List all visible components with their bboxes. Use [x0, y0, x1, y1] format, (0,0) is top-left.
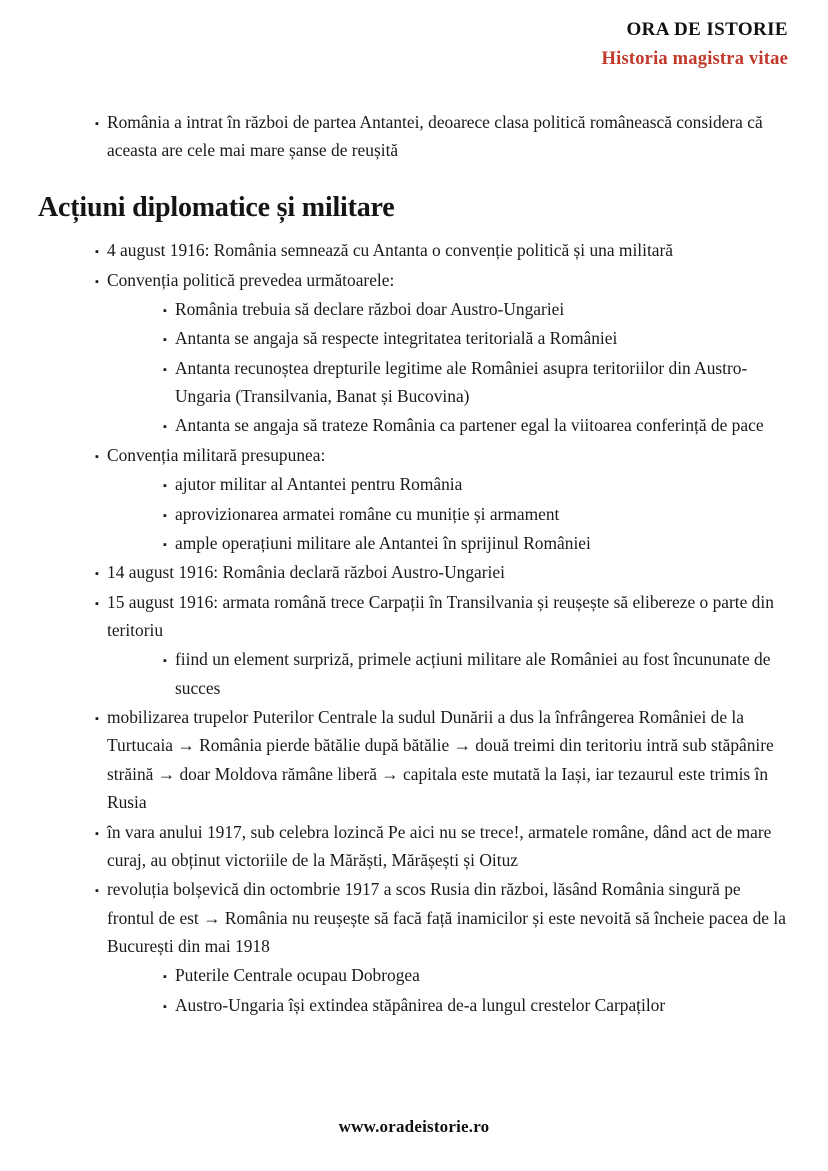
bullet-text: ▪ Convenția militară presupunea:: [107, 444, 326, 465]
bullet-item: [175, 529, 792, 557]
bullet-item: [175, 961, 792, 989]
bullet-text: ▪ revoluția bolșevică din octombrie 1917 a scos Rusia din război, lăsând România singură pe frontul de est → România nu reușește să facă față inamicilor și este nevoită să încheie pacea de la București din mai 1918: [107, 879, 786, 956]
bullet-text: ▪ Antanta se angaja să trateze România ca partener egal la viitoarea conferință de pace: [175, 415, 764, 436]
bullet-text: ▪ Puterile Centrale ocupau Dobrogea: [175, 965, 420, 986]
bullet-item: [107, 108, 792, 165]
bullet-item: [175, 324, 792, 352]
intro-bullet-list: [38, 108, 792, 165]
bullet-text: ▪ ajutor militar al Antantei pentru România: [175, 474, 463, 495]
brand-title: ORA DE ISTORIE: [626, 19, 788, 40]
bullet-text: ▪ ample operațiuni militare ale Antantei în sprijinul României: [175, 532, 591, 553]
bullet-item: [107, 875, 792, 960]
bullet-text: ▪ 15 august 1916: armata română trece Carpații în Transilvania și reușește să elibereze o parte din teritoriu: [107, 591, 774, 640]
bullet-text: ▪ România trebuia să declare război doar Austro-Ungariei: [175, 299, 565, 320]
section-heading: Acțiuni diplomatice și militare: [38, 191, 395, 223]
bullet-text: ▪ Antanta se angaja să respecte integritatea teritorială a României: [175, 328, 618, 349]
bullet-text: ▪ fiind un element surpriză, primele acțiuni militare ale României au fost încununate de succes: [175, 649, 771, 698]
bullet-item: [175, 500, 792, 528]
bullet-item: [175, 991, 792, 1019]
bullet-item: [107, 441, 792, 469]
page-footer: [0, 1117, 828, 1137]
bullet-item: [107, 588, 792, 645]
bullet-item: [175, 645, 792, 702]
bullet-text: ▪ Austro-Ungaria își extindea stăpânirea de-a lungul crestelor Carpaților: [175, 994, 666, 1015]
document-content: [38, 108, 792, 1020]
bullet-item: [107, 558, 792, 586]
bullet-text: ▪ în vara anului 1917, sub celebra lozincă Pe aici nu se trece!, armatele române, dând act de mare curaj, au obținut victoriile de la Mărăști, Mărășești și Oituz: [107, 821, 772, 870]
bullet-text: ▪ aprovizionarea armatei române cu muniție și armament: [175, 503, 560, 524]
brand-motto: Historia magistra vitae: [601, 48, 788, 69]
section-bullet-list: [38, 236, 792, 1019]
bullet-item: [107, 266, 792, 294]
bullet-item: [175, 411, 792, 439]
bullet-item: [175, 354, 792, 411]
bullet-item: [107, 818, 792, 875]
bullet-item: [107, 703, 792, 816]
bullet-text: ▪ Antanta recunoștea drepturile legitime ale României asupra teritoriilor din Austro-Ungaria (Transilvania, Banat și Bucovina): [175, 357, 748, 407]
site-url: www.oradeistorie.ro: [338, 1117, 490, 1136]
bullet-text: ▪ România a intrat în război de partea Antantei, deoarece clasa politică românească considera că aceasta are cele mai mare șanse de reușită: [107, 112, 763, 161]
page-header: [602, 18, 788, 71]
bullet-text: ▪ Convenția politică prevedea următoarele:: [107, 269, 395, 290]
bullet-item: [107, 236, 792, 264]
bullet-text: ▪ mobilizarea trupelor Puterilor Centrale la sudul Dunării a dus la înfrângerea României de la Turtucaia → România pierde bătălie după bătălie → două treimi din teritoriu intră sub stăpânire străină → doar Moldova rămâne liberă → capitala este mutată la Iași, iar tezaurul este trimis în Rusia: [107, 707, 774, 813]
bullet-item: [175, 295, 792, 323]
bullet-item: [175, 470, 792, 498]
bullet-text: ▪ 14 august 1916: România declară război Austro-Ungariei: [107, 562, 505, 583]
bullet-text: ▪ 4 august 1916: România semnează cu Antanta o convenție politică și una militară: [107, 240, 674, 261]
